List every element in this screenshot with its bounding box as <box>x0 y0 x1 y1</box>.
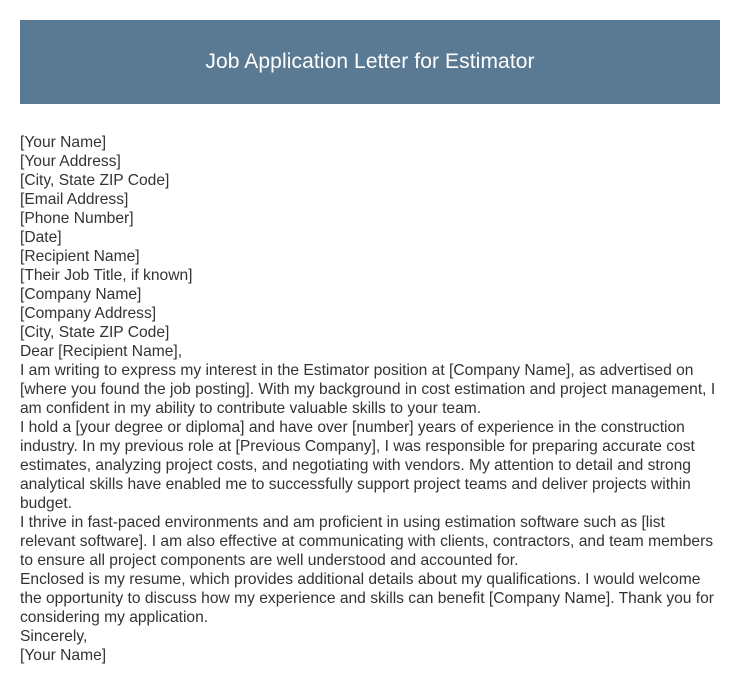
letter-date: [Date] <box>20 229 62 246</box>
recipient-title: [Their Job Title, if known] <box>20 267 193 284</box>
sender-address: [Your Address] <box>20 153 121 170</box>
recipient-company: [Company Name] <box>20 286 142 303</box>
sender-phone: [Phone Number] <box>20 210 134 227</box>
sender-name: [Your Name] <box>20 134 107 151</box>
signature: [Your Name] <box>20 647 107 664</box>
paragraph-experience: I hold a [your degree or diploma] and have over [number] years of experience in the construction industry. In my previous role at [Previous Company], I was responsible for preparing accurate cost estimates, analyzing project costs, and negotiating with vendors. My attention to detail and strong analytical skills have enabled me to successfully support project teams and deliver projects within budget. <box>20 419 695 512</box>
recipient-city: [City, State ZIP Code] <box>20 324 170 341</box>
recipient-name: [Recipient Name] <box>20 248 140 265</box>
page-header <box>20 20 720 104</box>
paragraph-intro: I am writing to express my interest in the Estimator position at [Company Name], as advertised on [where you found the job posting]. With my background in cost estimation and project management, I am confident in my ability to contribute valuable skills to your team. <box>20 362 716 417</box>
salutation: Dear [Recipient Name], <box>20 343 183 360</box>
recipient-address: [Company Address] <box>20 305 157 322</box>
closing: Sincerely, <box>20 628 88 645</box>
paragraph-closing: Enclosed is my resume, which provides additional details about my qualifications. I would welcome the opportunity to discuss how my experience and skills can benefit [Company Name]. Thank you for considering my application. <box>20 571 714 626</box>
page-title: Job Application Letter for Estimator <box>205 50 535 73</box>
sender-email: [Email Address] <box>20 191 129 208</box>
paragraph-skills: I thrive in fast-paced environments and am proficient in using estimation software such as [list relevant software]. I am also effective at communicating with clients, contractors, and team members to ensure all project components are well understood and accounted for. <box>20 514 714 569</box>
letter-body <box>20 133 720 665</box>
sender-city: [City, State ZIP Code] <box>20 172 170 189</box>
